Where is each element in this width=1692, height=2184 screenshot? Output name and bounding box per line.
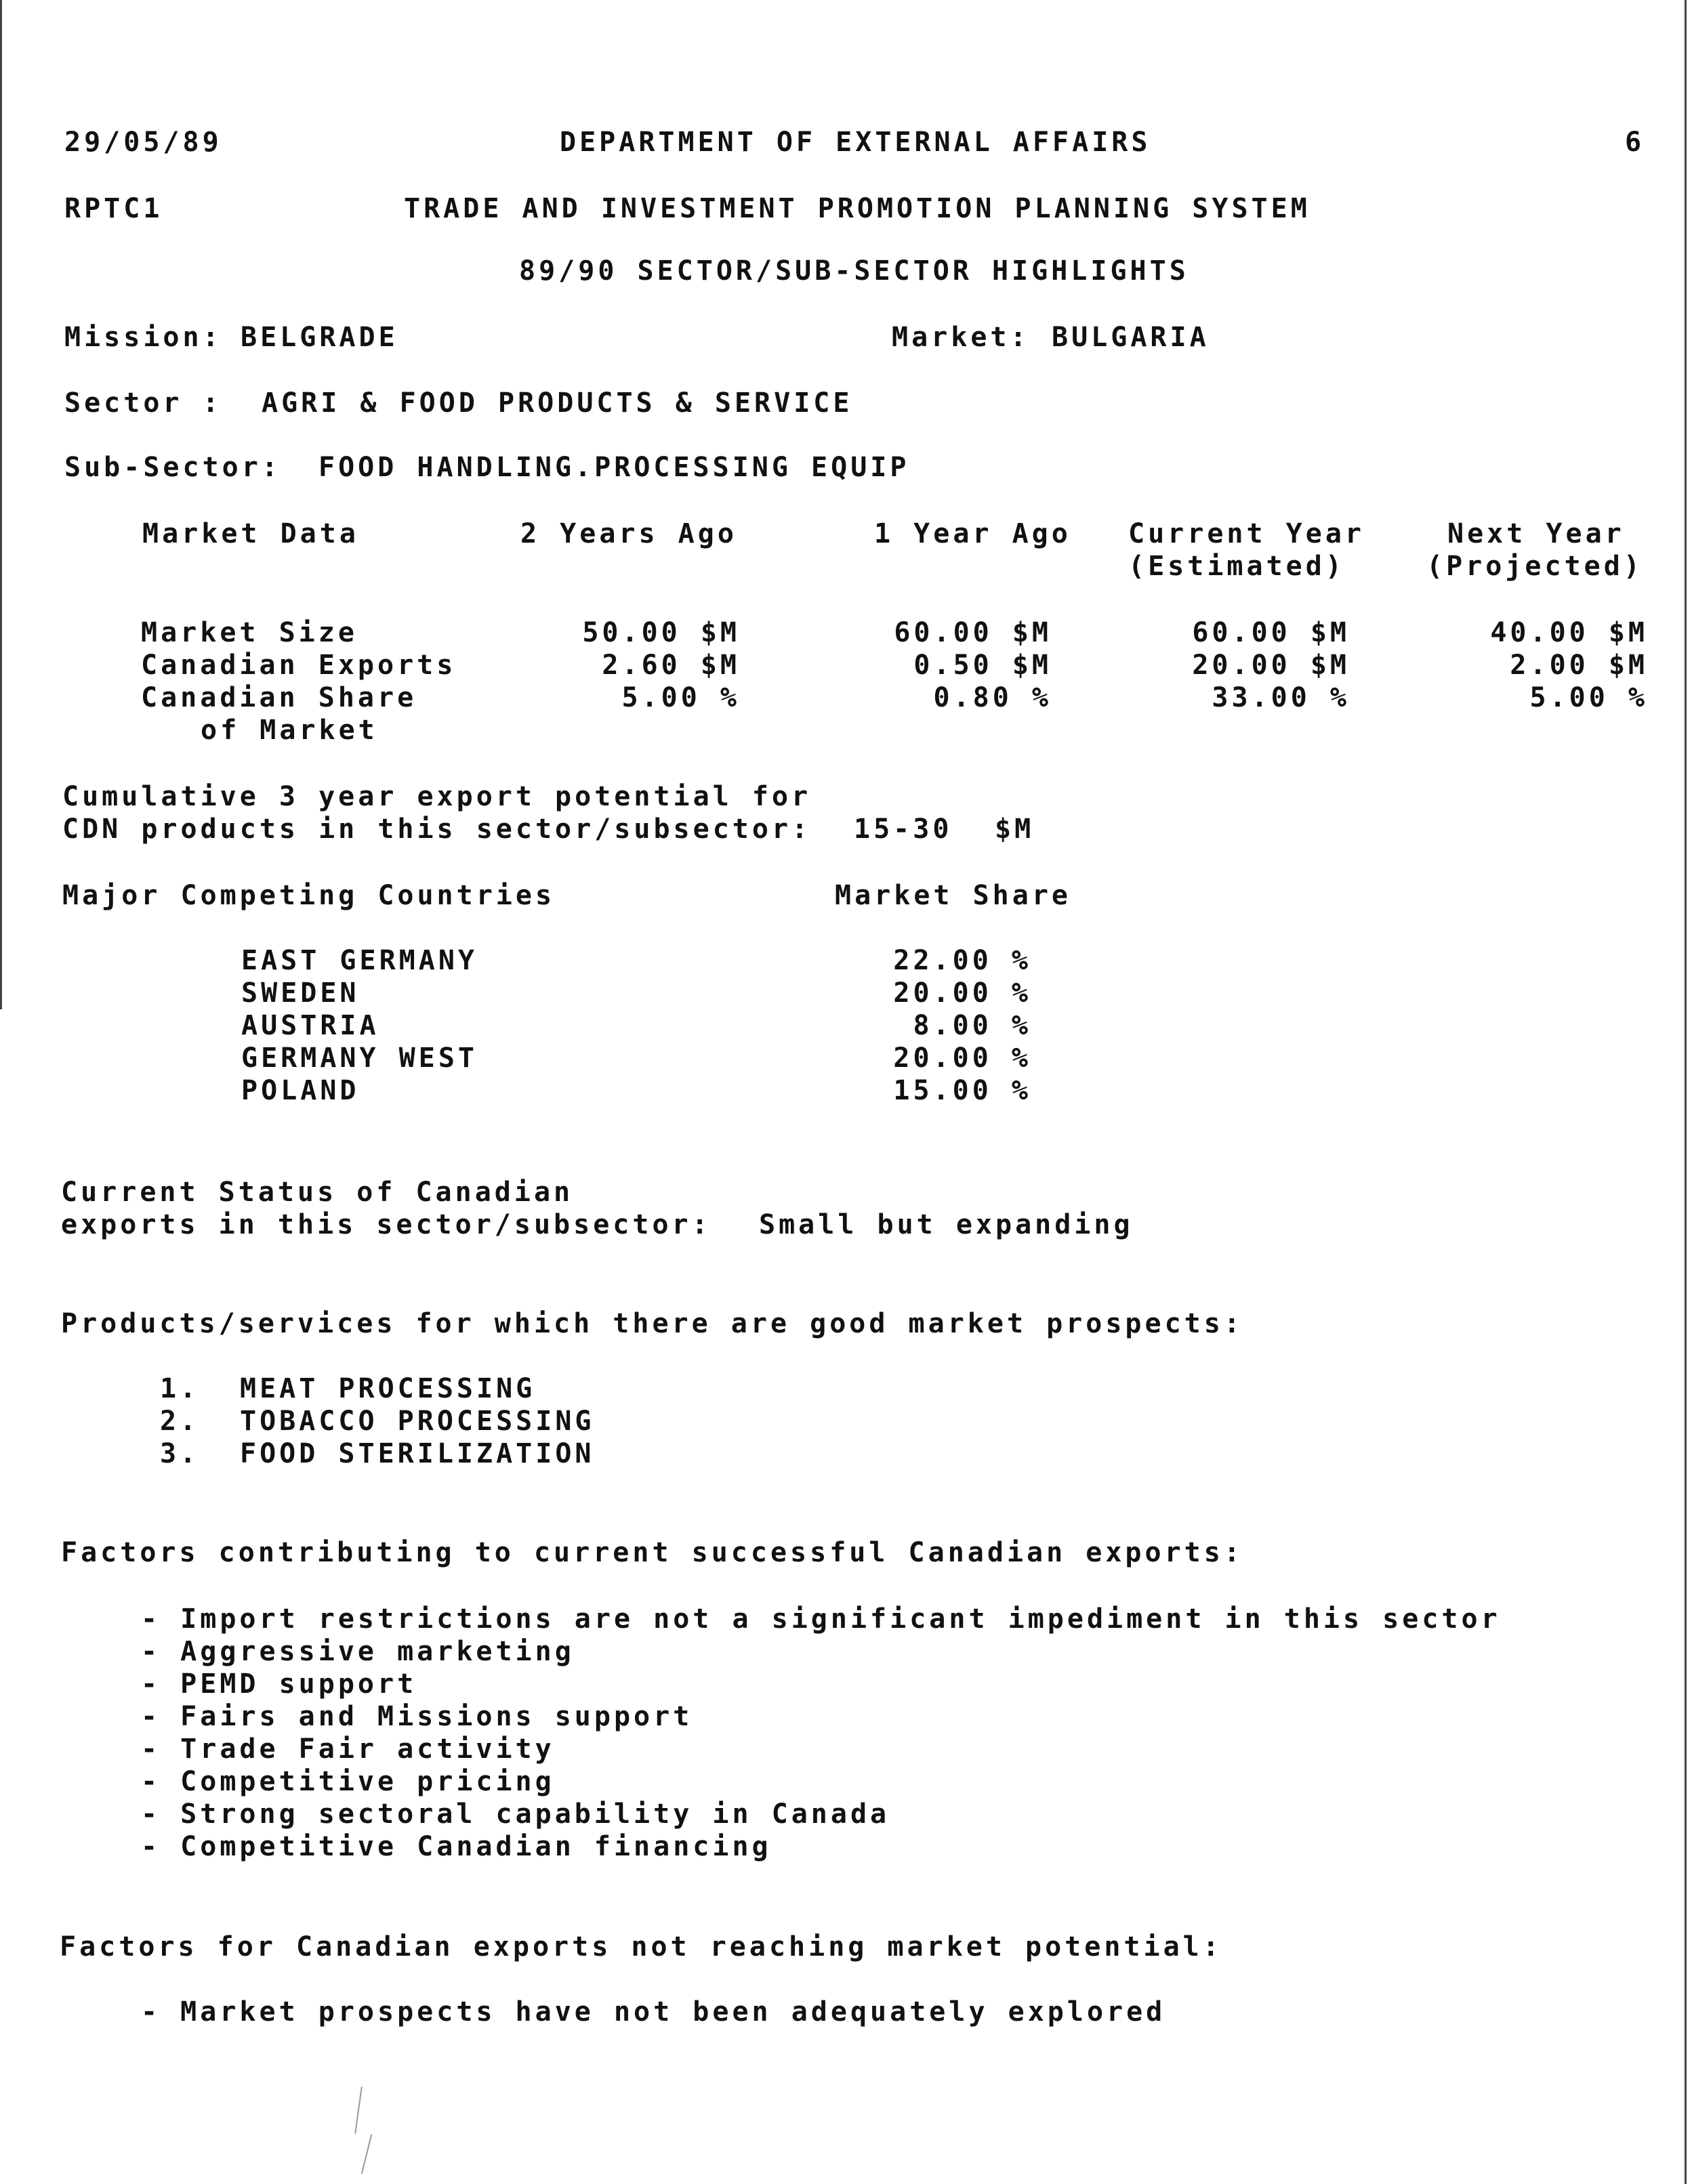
market-share-heading: Market Share (835, 880, 1071, 911)
competitor-share: 20.00 % (893, 1043, 1031, 1074)
success-factor-item: - Trade Fair activity (141, 1734, 555, 1765)
competitor-share: 15.00 % (893, 1075, 1031, 1106)
col-header-two-years-ago: 2 Years Ago (520, 518, 737, 549)
cell-share-1y: 0.80 % (933, 682, 1052, 713)
shortfall-factor-item: - Market prospects have not been adequately explored (141, 1996, 1166, 2028)
report-date: 29/05/89 (64, 127, 222, 158)
subsector-label: Sub-Sector: (64, 452, 281, 483)
competitor-country: AUSTRIA (241, 1010, 379, 1041)
cumulative-label-line1: Cumulative 3 year export potential for (62, 781, 812, 812)
cell-share-2y: 5.00 % (621, 682, 740, 713)
cell-share-cur: 33.00 % (1212, 682, 1350, 713)
cell-exports-cur: 20.00 $M (1192, 650, 1350, 681)
row-label-canadian-share-cont: of Market (201, 715, 378, 746)
sector-value: AGRI & FOOD PRODUCTS & SERVICE (262, 387, 853, 419)
status-value: Small but expanding (759, 1209, 1134, 1240)
success-factor-item: - Import restrictions are not a significant impediment in this sector (141, 1603, 1501, 1635)
department-title: DEPARTMENT OF EXTERNAL AFFAIRS (560, 127, 1151, 158)
cell-market-size-2y: 50.00 $M (582, 617, 740, 648)
col-header-next-year-note: (Projected) (1426, 551, 1643, 582)
success-factor-item: - Competitive Canadian financing (141, 1831, 772, 1862)
market-label: Market: (892, 322, 1030, 353)
success-factor-item: - PEMD support (141, 1668, 417, 1700)
competitor-share: 22.00 % (893, 945, 1031, 976)
competitor-country: POLAND (241, 1075, 360, 1106)
competitor-country: EAST GERMANY (241, 945, 478, 976)
page-number: 6 (1625, 127, 1645, 158)
cumulative-unit: $M (995, 814, 1035, 845)
cell-market-size-cur: 60.00 $M (1192, 617, 1350, 648)
market-data-header: Market Data (142, 518, 359, 549)
shortfall-factors-heading: Factors for Canadian exports not reaching market potential: (60, 1931, 1222, 1962)
col-header-current-year-note: (Estimated) (1128, 551, 1345, 582)
report-code: RPTC1 (64, 193, 163, 224)
prospect-item: TOBACCO PROCESSING (240, 1406, 595, 1437)
system-title: TRADE AND INVESTMENT PROMOTION PLANNING SYSTEM (404, 193, 1311, 224)
prospects-heading: Products/services for which there are good market prospects: (61, 1308, 1243, 1339)
competitor-share: 8.00 % (913, 1010, 1031, 1041)
scan-left-edge (0, 0, 2, 1009)
success-factor-item: - Strong sectoral capability in Canada (141, 1799, 890, 1830)
cell-exports-1y: 0.50 $M (913, 650, 1052, 681)
competitor-share: 20.00 % (893, 978, 1031, 1009)
success-factor-item: - Aggressive marketing (141, 1636, 575, 1667)
success-factor-item: - Fairs and Missions support (141, 1701, 693, 1732)
prospect-num: 3. (160, 1438, 200, 1469)
competitors-heading: Major Competing Countries (62, 880, 556, 911)
mission-value: BELGRADE (241, 322, 398, 353)
cell-market-size-1y: 60.00 $M (894, 617, 1052, 648)
success-factor-item: - Competitive pricing (141, 1766, 555, 1797)
success-factors-heading: Factors contributing to current successful Canadian exports: (61, 1537, 1243, 1568)
cell-market-size-next: 40.00 $M (1490, 617, 1648, 648)
prospect-item: MEAT PROCESSING (240, 1373, 536, 1404)
col-header-next-year: Next Year (1447, 518, 1625, 549)
cell-exports-2y: 2.60 $M (602, 650, 740, 681)
row-label-market-size: Market Size (141, 617, 358, 648)
competitor-country: GERMANY WEST (241, 1043, 478, 1074)
status-label-line1: Current Status of Canadian (61, 1177, 574, 1208)
prospect-num: 1. (160, 1373, 200, 1404)
competitor-country: SWEDEN (241, 978, 360, 1009)
row-label-canadian-exports: Canadian Exports (141, 650, 457, 681)
col-header-current-year: Current Year (1128, 518, 1365, 549)
mission-label: Mission: (64, 322, 222, 353)
scan-right-edge (1685, 0, 1687, 2184)
scan-mark (361, 2135, 372, 2175)
market-value: BULGARIA (1052, 322, 1210, 353)
row-label-canadian-share: Canadian Share (141, 682, 417, 713)
status-label-line2: exports in this sector/subsector: (61, 1209, 711, 1240)
cell-share-next: 5.00 % (1529, 682, 1648, 713)
subsector-value: FOOD HANDLING.PROCESSING EQUIP (318, 452, 910, 483)
prospect-item: FOOD STERILIZATION (240, 1438, 595, 1469)
col-header-one-year-ago: 1 Year Ago (874, 518, 1071, 549)
cell-exports-next: 2.00 $M (1510, 650, 1648, 681)
cumulative-label-line2: CDN products in this sector/subsector: (62, 814, 812, 845)
report-title: 89/90 SECTOR/SUB-SECTOR HIGHLIGHTS (519, 255, 1189, 287)
cumulative-value: 15-30 (854, 814, 953, 845)
sector-label: Sector : (64, 387, 222, 419)
scan-mark (354, 2086, 363, 2134)
prospect-num: 2. (160, 1406, 200, 1437)
